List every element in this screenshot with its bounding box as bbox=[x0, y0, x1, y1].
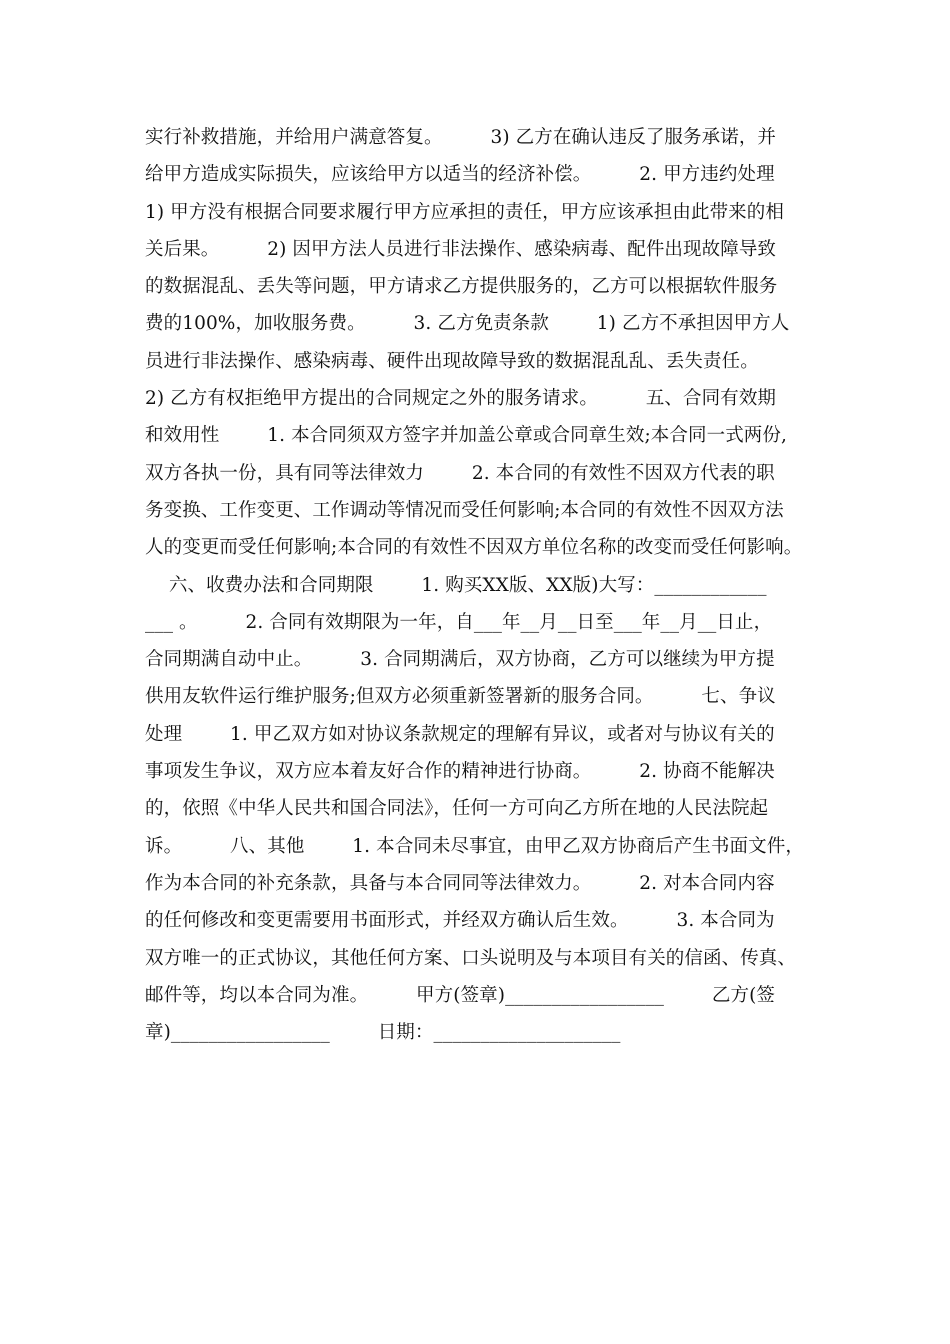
text-line: 给甲方造成实际损失，应该给甲方以适当的经济补偿。 2. 甲方违约处理 bbox=[145, 164, 775, 186]
text-line: 关后果。 2) 因甲方法人员进行非法操作、感染病毒、配件出现故障导致 bbox=[145, 238, 777, 260]
text-line: 作为本合同的补充条款，具备与本合同同等法律效力。 2. 对本合同内容 bbox=[145, 872, 775, 894]
section-heading-line: 六、收费办法和合同期限 1. 购买XX版、XX版)大写：____________ bbox=[145, 574, 767, 596]
text-line: 事项发生争议，双方应本着友好合作的精神进行协商。 2. 协商不能解决 bbox=[145, 761, 775, 783]
text-line: 供用友软件运行维护服务;但双方必须重新签署新的服务合同。 七、争议 bbox=[145, 686, 776, 708]
text-line: 合同期满自动中止。 3. 合同期满后，双方协商，乙方可以继续为甲方提 bbox=[145, 649, 775, 671]
text-line: 费的100%，加收服务费。 3. 乙方免责条款 1) 乙方不承担因甲方人 bbox=[145, 313, 790, 335]
text-line: 的任何修改和变更需要用书面形式，并经双方确认后生效。 3. 本合同为 bbox=[145, 910, 775, 932]
text-line: ___ 。 2. 合同有效期限为一年，自___年__月__日至___年__月__日止， bbox=[145, 611, 773, 633]
contract-body bbox=[145, 119, 825, 1051]
text-line: 和效用性 1. 本合同须双方签字并加盖公章或合同章生效;本合同一式两份, bbox=[145, 425, 787, 447]
text-line: 务变换、工作变更、工作调动等情况而受任何影响;本合同的有效性不因双方法 bbox=[145, 499, 784, 521]
text-line: 1) 甲方没有根据合同要求履行甲方应承担的责任，甲方应该承担由此带来的相 bbox=[145, 201, 784, 223]
text-line: 诉。 八、其他 1. 本合同未尽事宜，由甲乙双方协商后产生书面文件， bbox=[145, 835, 804, 857]
text-line: 的，依照《中华人民共和国合同法》，任何一方可向乙方所在地的人民法院起 bbox=[145, 798, 769, 820]
text-line: 实行补救措施，并给用户满意答复。 3) 乙方在确认违反了服务承诺，并 bbox=[145, 127, 777, 148]
text-line: 人的变更而受任何影响;本合同的有效性不因双方单位名称的改变而受任何影响。 bbox=[145, 537, 803, 559]
text-line: 的数据混乱、丢失等问题，甲方请求乙方提供服务的，乙方可以根据软件服务 bbox=[145, 276, 778, 298]
text-line: 双方各执一份，具有同等法律效力 2. 本合同的有效性不因双方代表的职 bbox=[145, 462, 775, 484]
text-line: 处理 1. 甲乙双方如对协议条款规定的理解有异议，或者对与协议有关的 bbox=[145, 723, 775, 745]
text-line: 双方唯一的正式协议，其他任何方案、口头说明及与本项目有关的信函、传真、 bbox=[145, 947, 797, 969]
signature-line: 邮件等，均以本合同为准。 甲方(签章)_________________ 乙方(签 bbox=[145, 984, 775, 1006]
signature-date-line: 章)_________________ 日期：____________________ bbox=[145, 1022, 621, 1044]
text-line: 员进行非法操作、感染病毒、硬件出现故障导致的数据混乱乱、丢失责任。 bbox=[145, 350, 759, 372]
text-line: 2) 乙方有权拒绝甲方提出的合同规定之外的服务请求。 五、合同有效期 bbox=[145, 388, 777, 410]
